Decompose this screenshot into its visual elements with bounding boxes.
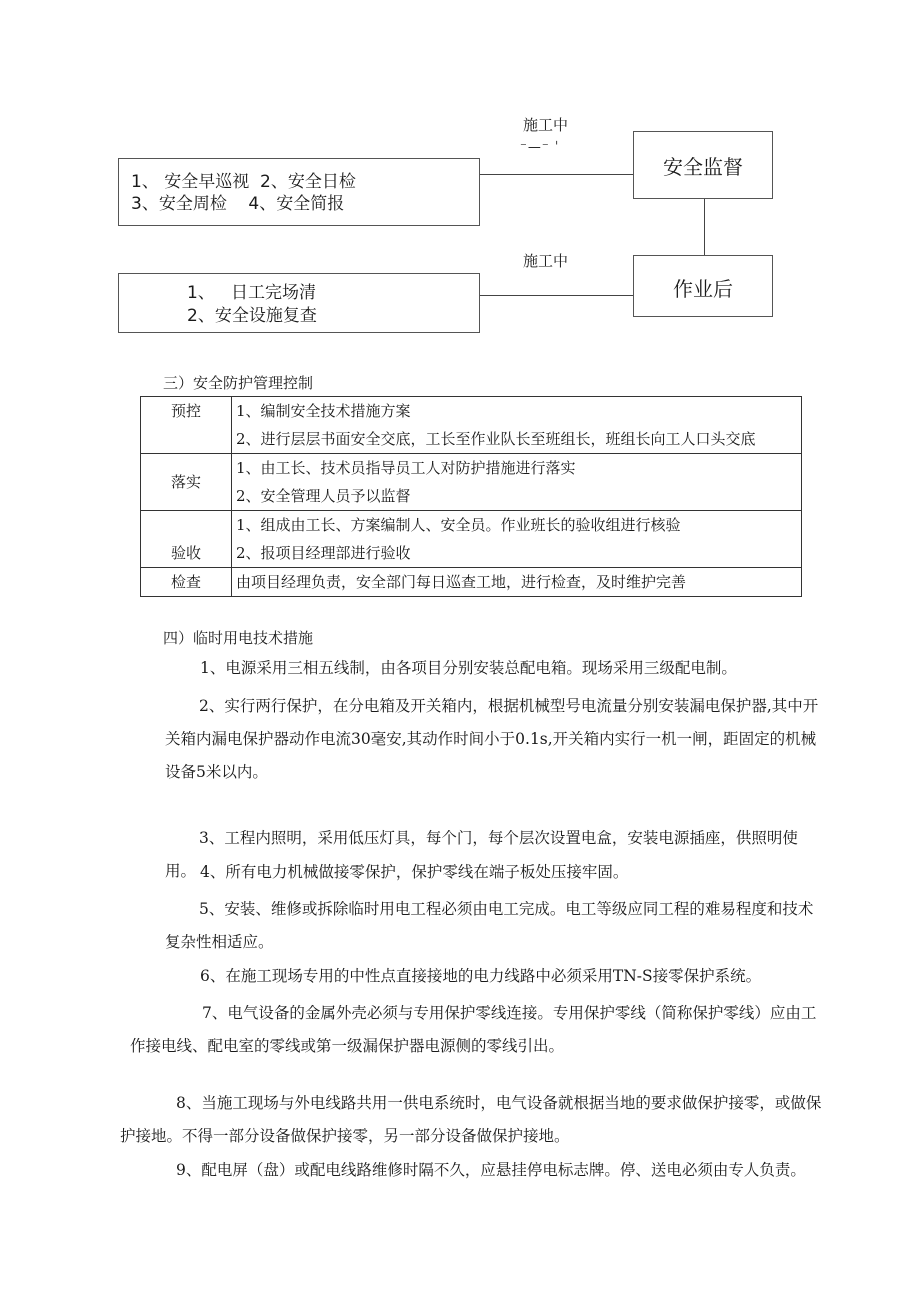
paragraph-text: 8、当施工现场与外电线路共用一供电系统时，电气设备就根据当地的要求做保护接零，或做保护接地。不得一部分设备做保护接零，另一部分设备做保护接地。	[120, 1094, 822, 1145]
table-row	[141, 454, 802, 511]
section-heading-3: 三）安全防护管理控制	[163, 374, 314, 392]
box-title-after-work: 作业后	[673, 277, 733, 301]
table-row	[141, 397, 802, 454]
paragraph-text: 1、电源采用三相五线制，由各项目分别安装总配电箱。现场采用三级配电制。	[200, 659, 737, 677]
row-item: 2、报项目经理部进行验收	[236, 544, 411, 562]
row-item: 1、编制安全技术措施方案	[236, 402, 411, 420]
row-label: 落实	[141, 454, 232, 511]
row-item: 2、进行层层书面安全交底，工长至作业队长至班组长，班组长向工人口头交底	[236, 430, 756, 448]
box-safety-supervision	[633, 131, 773, 199]
row-content	[232, 454, 802, 511]
paragraph-text: 5、安装、维修或拆除临时用电工程必须由电工完成。电工等级应同工程的难易程度和技术复杂性相适应。	[165, 900, 814, 951]
row-label: 验收	[141, 511, 232, 568]
paragraph-6	[200, 960, 840, 993]
safety-control-table	[140, 396, 802, 597]
box-line-3: 1、 日工完场清	[187, 283, 317, 303]
row-label: 检查	[141, 568, 232, 597]
section-heading-4: 四）临时用电技术措施	[163, 629, 314, 647]
paragraph-9	[120, 1154, 832, 1187]
box-after-work	[633, 255, 773, 317]
row-item: 1、由工长、技术员指导员工人对防护措施进行落实	[236, 459, 576, 477]
paragraph-text: 4、所有电力机械做接零保护，保护零线在端子板处压接牢固。	[200, 863, 629, 881]
paragraph-text: 6、在施工现场专用的中性点直接接地的电力线路中必须采用TN-S接零保护系统。	[200, 967, 762, 985]
row-content	[232, 568, 802, 597]
label-during-construction-top: 施工中	[523, 116, 569, 134]
row-item: 1、组成由工长、方案编制人、安全员。作业班长的验收组进行核验	[236, 516, 681, 534]
connector-bottom	[480, 295, 633, 296]
connector-top	[480, 174, 633, 175]
box-line-2: 3、安全周检 4、安全简报	[131, 194, 345, 214]
paragraph-1	[200, 652, 820, 685]
label-during-construction-bottom: 施工中	[523, 252, 569, 270]
box-line-1: 1、 安全早巡视 2、安全日检	[131, 172, 356, 192]
paragraph-text: 2、实行两行保护，在分电箱及开关箱内，根据机械型号电流量分别安装漏电保护器,其中开关箱内漏电保护器动作电流30毫安,其动作时间小于0.1s,开关箱内实行一机一闸，距固定的机械设备5米以内。	[165, 697, 819, 781]
paragraph-7	[130, 997, 830, 1063]
label-dash-mark: ⁻—⁻ ˈ	[520, 140, 560, 155]
paragraph-2	[165, 690, 825, 789]
row-content	[232, 511, 802, 568]
paragraph-text: 9、配电屏（盘）或配电线路维修时隔不久，应悬挂停电标志牌。停、送电必须由专人负责。	[176, 1161, 806, 1179]
row-label: 预控	[141, 397, 232, 454]
row-item: 2、安全管理人员予以监督	[236, 487, 411, 505]
paragraph-4	[200, 856, 820, 889]
paragraph-5	[165, 893, 825, 959]
paragraph-text: 3、工程内照明，采用低压灯具，每个门，每个层次设置电盒，安装电源插座，供照明使用。	[165, 829, 798, 880]
table-row	[141, 568, 802, 597]
row-content	[232, 397, 802, 454]
box-title-supervision: 安全监督	[663, 155, 743, 179]
paragraph-text: 7、电气设备的金属外壳必须与专用保护零线连接。专用保护零线（简称保护零线）应由工作接电线、配电室的零线或第一级漏保护器电源侧的零线引出。	[130, 1004, 817, 1055]
box-line-4: 2、安全设施复查	[187, 306, 317, 326]
paragraph-8	[120, 1087, 832, 1153]
row-item: 由项目经理负责，安全部门每日巡查工地，进行检查，及时维护完善	[236, 573, 687, 591]
connector-vertical	[704, 199, 705, 255]
table-row	[141, 511, 802, 568]
box-safety-inspections	[118, 158, 480, 226]
box-after-work-tasks	[118, 273, 480, 333]
